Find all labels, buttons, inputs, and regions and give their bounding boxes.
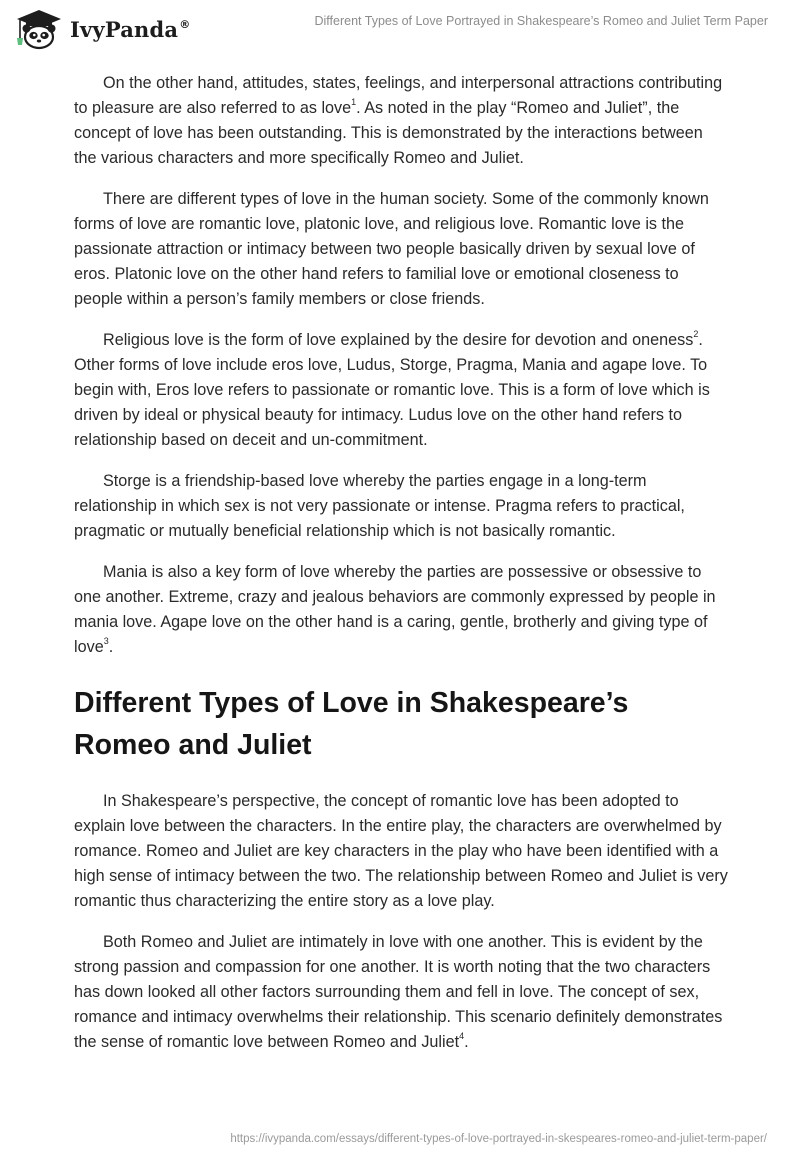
footnote-ref-2[interactable]: 2 — [693, 329, 699, 339]
article-body — [74, 71, 728, 1071]
source-url[interactable]: https://ivypanda.com/essays/different-types-of-love-portrayed-in-skespeares-romeo-and-juliet-term-paper/ — [230, 1133, 767, 1145]
graduation-cap-panda-icon — [14, 8, 64, 50]
paragraph-4: Storge is a friendship-based love whereby the parties engage in a long-term relationship in which sex is not very passionate or intense. Pragma refers to practical, pragmatic or mutually beneficial relationship which is not basically romantic. — [74, 472, 685, 540]
brand-name: IvyPanda® — [70, 16, 191, 42]
registered-mark: ® — [179, 17, 191, 31]
paragraph-1: On the other hand, attitudes, states, feelings, and interpersonal attractions contributing to pleasure are also referred to as love$^1$. As noted in the play “Romeo and Juliet”, the concept of love has been outstanding. This is demonstrated by the interactions between the various characters and more specifically Romeo and Juliet. — [74, 74, 723, 167]
footnote-ref-1[interactable]: 1 — [351, 97, 357, 107]
ivypanda-logo[interactable] — [14, 8, 190, 50]
paragraph-6: In Shakespeare’s perspective, the concept of romantic love has been adopted to explain love between the characters. In the entire play, the characters are overwhelmed by romance. Romeo and Juliet are key characters in the play who have been identified with a high sense of intimacy between the two. The relationship between Romeo and Juliet is very romantic thus characterizing the entire story as a love play. — [74, 792, 728, 910]
paragraph-7: Both Romeo and Juliet are intimately in love with one another. This is evident by the strong passion and compassion for one another. It is worth noting that the two characters has down looked all other factors surrounding them and fell in love. The concept of sex, romance and intimacy overwhelms their relationship. This scenario definitely demonstrates the sense of romantic love between Romeo and Juliet$^4$. — [74, 933, 723, 1051]
footnote-ref-4[interactable]: 4 — [459, 1031, 465, 1041]
page-header — [0, 0, 800, 60]
paragraph-2: There are different types of love in the human society. Some of the commonly known forms of love are romantic love, platonic love, and religious love. Romantic love is the passionate attraction or intimacy between two people basically driven by sexual love of eros. Platonic love on the other hand refers to familial love or emotional closeness to people within a person’s family members or close friends. — [74, 190, 709, 308]
section-heading: Different Types of Love in Shakespeare’s Romeo and Juliet — [74, 687, 629, 761]
paragraph-3: Religious love is the form of love explained by the desire for devotion and oneness$^2$. Other forms of love include eros love, Ludus, Storge, Pragma, Mania and agape love. To begin with, Eros love refers to passionate or romantic love. This is a form of love which is driven by ideal or physical beauty for intimacy. Ludus love on the other hand refers to relationship based on deceit and un-commitment. — [74, 329, 710, 449]
document-title: Different Types of Love Portrayed in Shakespeare’s Romeo and Juliet Term Paper — [314, 14, 768, 28]
paragraph-5: Mania is also a key form of love whereby the parties are possessive or obsessive to one another. Extreme, crazy and jealous behaviors are commonly expressed by people in mania love. Agape love on the other hand is a caring, gentle, brotherly and giving type of love$^3$. — [74, 563, 716, 656]
footnote-ref-3[interactable]: 3 — [103, 636, 109, 646]
